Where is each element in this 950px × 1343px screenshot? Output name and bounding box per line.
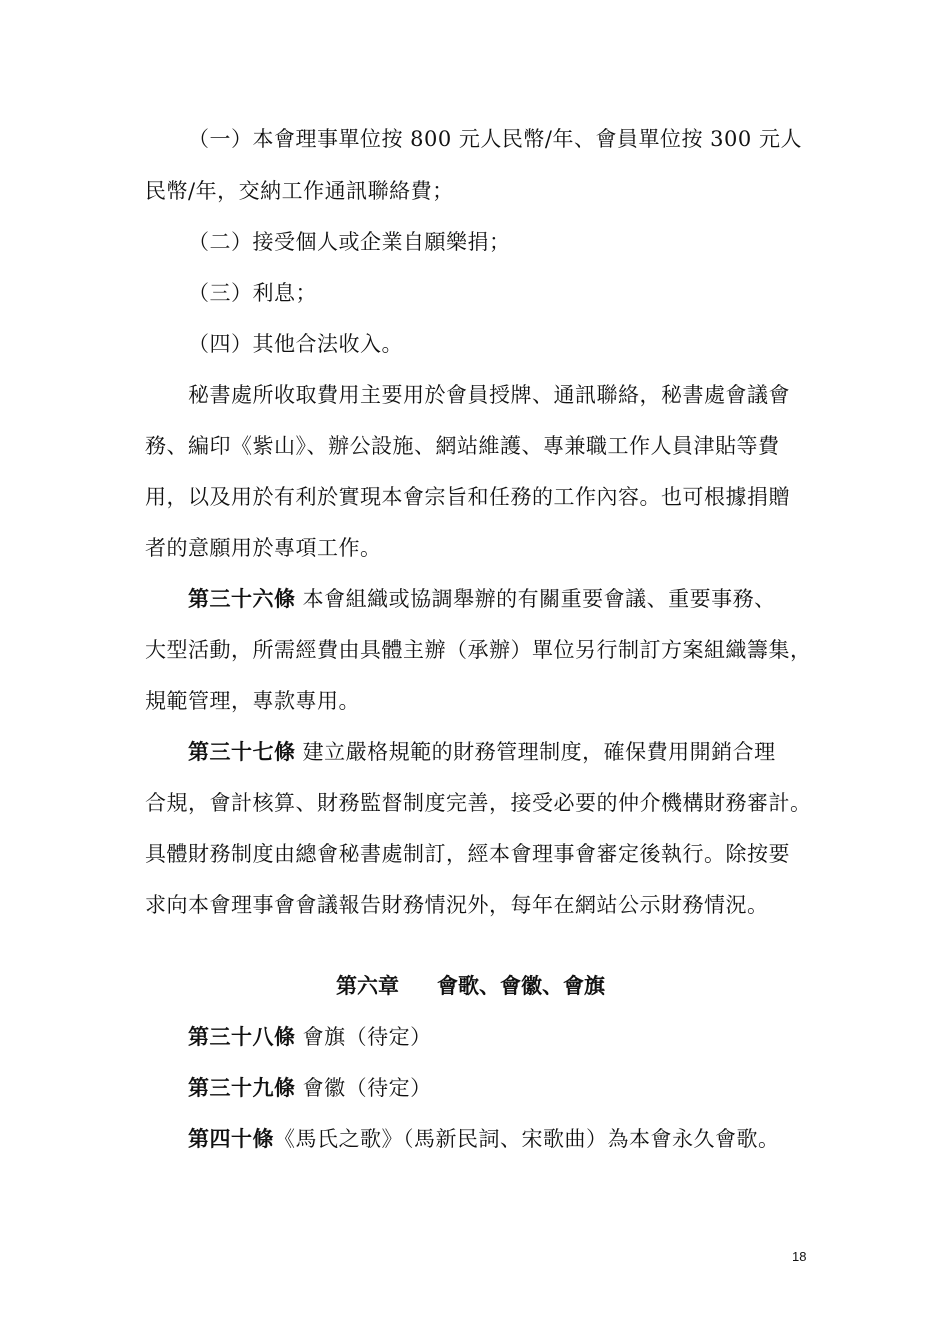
article-36-title: 第三十六條 (188, 586, 296, 611)
article-36-text: 本會組織或協調舉辦的有關重要會議、重要事務、 (295, 587, 776, 611)
article-39-text: 會徽（待定） (295, 1076, 432, 1100)
article-36-line-2: 大型活動，所需經費由具體主辦（承辦）單位另行制訂方案組織籌集， (145, 638, 812, 662)
article-36-line-1 (188, 585, 776, 613)
page-number: 18 (792, 1249, 807, 1264)
article-38-text: 會旗（待定） (295, 1025, 432, 1049)
paragraph-4: （四）其他合法收入。 (188, 332, 403, 356)
chapter-title: 會歌、會徽、會旗 (437, 973, 605, 998)
article-40-text: 《馬氏之歌》（馬新民詞、宋歌曲）為本會永久會歌。 (274, 1127, 780, 1151)
paragraph-2: （二）接受個人或企業自願樂捐； (188, 230, 511, 254)
paragraph-5-line-4: 者的意願用於專項工作。 (145, 536, 382, 560)
article-40-title: 第四十條 (188, 1126, 274, 1151)
article-36-line-3: 規範管理，專款專用。 (145, 689, 360, 713)
paragraph-5-line-2: 務、編印《紫山》、辦公設施、網站維護、專兼職工作人員津貼等費 (145, 434, 780, 458)
article-37-line-2: 合規，會計核算、財務監督制度完善，接受必要的仲介機構財務審計。 (145, 791, 812, 815)
paragraph-5-line-1: 秘書處所收取費用主要用於會員授牌、通訊聯絡，秘書處會議會 (188, 383, 790, 407)
paragraph-1-line-1: （一）本會理事單位按 800 元人民幣/年、會員單位按 300 元人 (188, 127, 802, 151)
article-37-line-1 (188, 738, 776, 766)
article-39-title: 第三十九條 (188, 1075, 296, 1100)
article-37-title: 第三十七條 (188, 739, 296, 764)
paragraph-5-line-3: 用，以及用於有利於實現本會宗旨和任務的工作內容。也可根據捐贈 (145, 485, 790, 509)
article-39 (188, 1074, 432, 1102)
chapter-number: 第六章 (336, 973, 399, 998)
article-38 (188, 1023, 432, 1051)
article-38-title: 第三十八條 (188, 1024, 296, 1049)
article-40 (188, 1125, 780, 1153)
paragraph-3: （三）利息； (188, 281, 317, 305)
article-37-line-4: 求向本會理事會會議報告財務情況外，每年在網站公示財務情況。 (145, 893, 769, 917)
article-37-line-3: 具體財務制度由總會秘書處制訂，經本會理事會審定後執行。除按要 (145, 842, 790, 866)
article-37-text: 建立嚴格規範的財務管理制度，確保費用開銷合理 (295, 740, 776, 764)
paragraph-1-line-2: 民幣/年，交納工作通訊聯絡費； (145, 179, 454, 203)
